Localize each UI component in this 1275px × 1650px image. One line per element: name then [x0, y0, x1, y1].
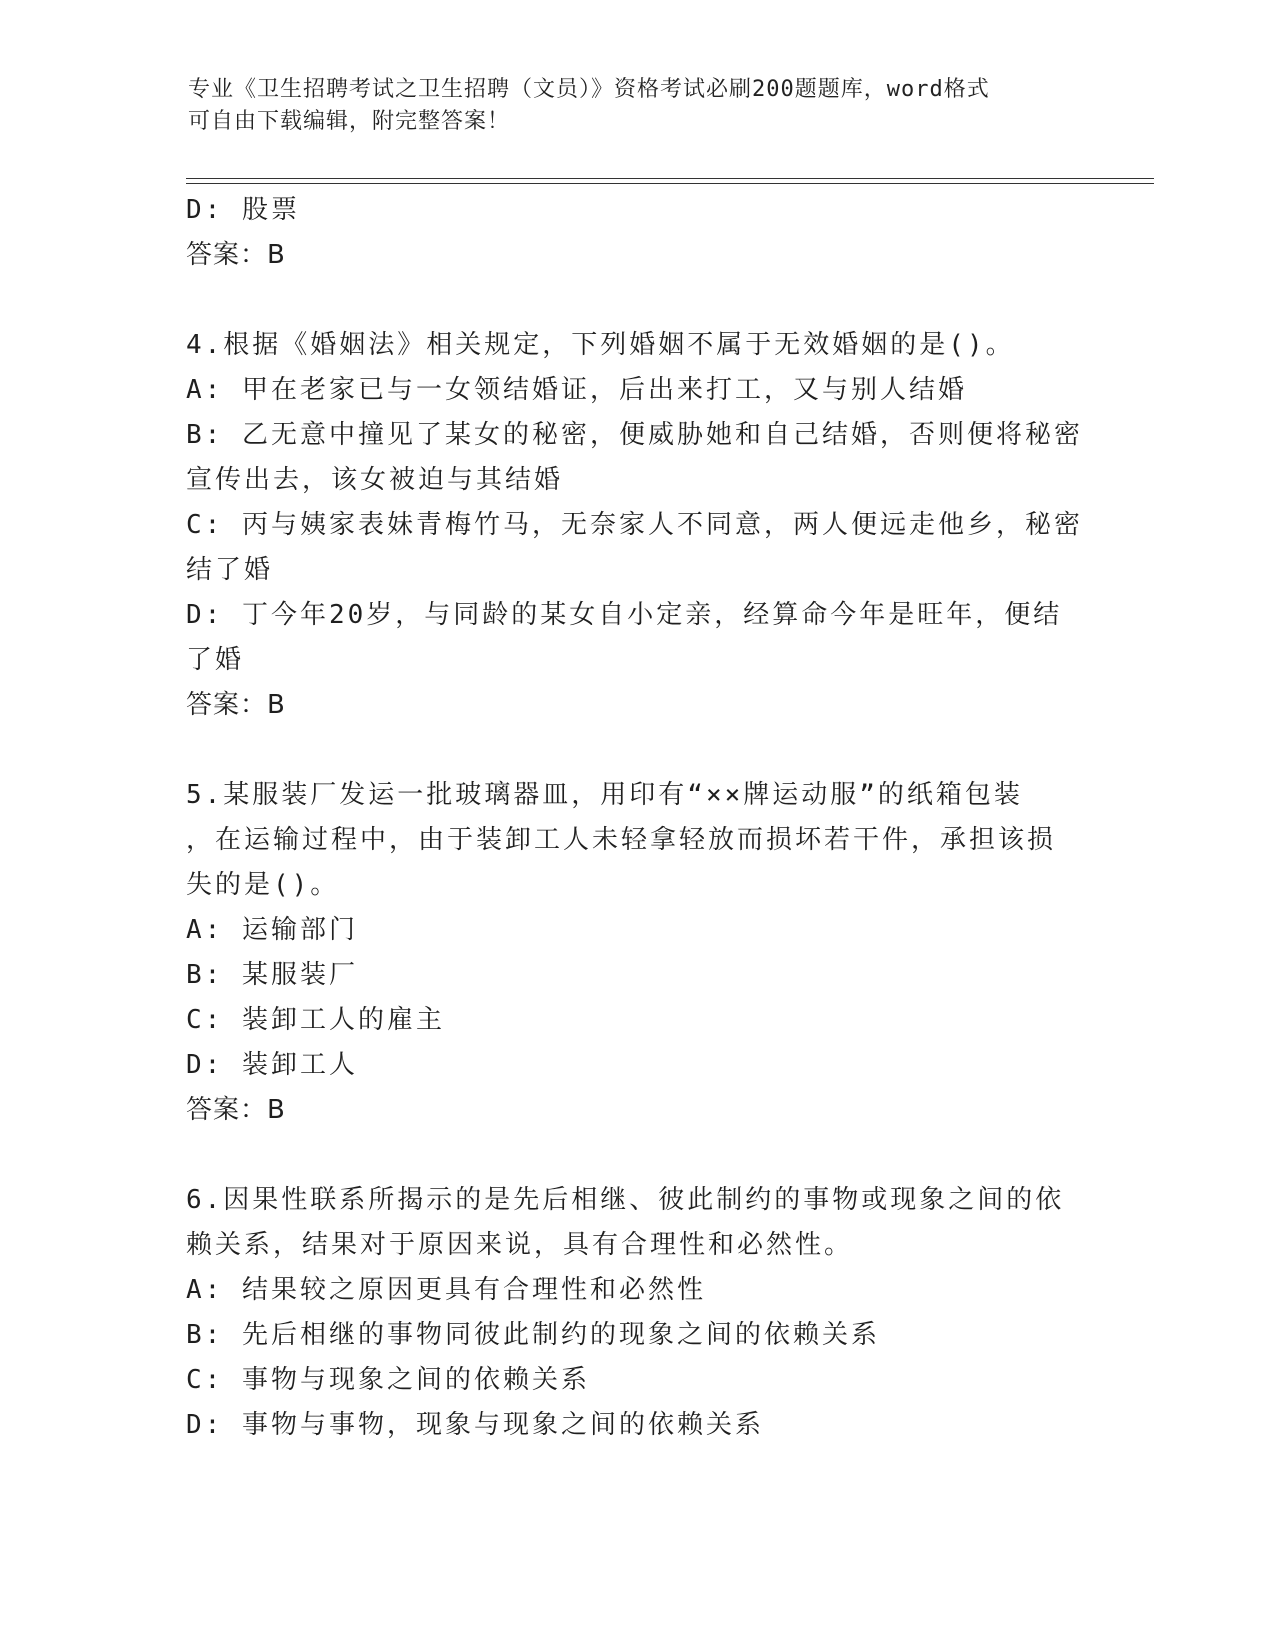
header-title-line-1: 专业《卫生招聘考试之卫生招聘（文员）》资格考试必刷200题题库，word格式	[188, 77, 990, 102]
q4-option-d: D: 丁今年20岁，与同龄的某女自小定亲，经算命今年是旺年，便结	[186, 600, 1063, 630]
q5-option-a: A: 运输部门	[186, 915, 358, 945]
q4-option-b: B: 乙无意中撞见了某女的秘密，便威胁她和自己结婚，否则便将秘密	[186, 420, 1083, 450]
spacer	[186, 278, 1086, 323]
q4-option-b-cont: 宣传出去，该女被迫与其结婚	[186, 465, 564, 495]
q5-answer: 答案：B	[186, 1095, 286, 1125]
question-4	[186, 323, 1086, 728]
q5-stem-cont: ，在运输过程中，由于装卸工人未轻拿轻放而损坏若干件，承担该损	[186, 825, 1057, 855]
q5-option-c: C: 装卸工人的雇主	[186, 1005, 445, 1035]
q6-option-c: C: 事物与现象之间的依赖关系	[186, 1365, 590, 1395]
q4-option-c-cont: 结了婚	[186, 555, 274, 585]
header-divider-top	[186, 178, 1154, 179]
q4-option-a: A: 甲在老家已与一女领结婚证，后出来打工，又与别人结婚	[186, 375, 967, 405]
q6-option-b: B: 先后相继的事物同彼此制约的现象之间的依赖关系	[186, 1320, 880, 1350]
q6-stem: 6.因果性联系所揭示的是先后相继、彼此制约的事物或现象之间的依	[186, 1185, 1065, 1215]
q4-option-c: C: 丙与姨家表妹青梅竹马，无奈家人不同意，两人便远走他乡，秘密	[186, 510, 1083, 540]
spacer	[186, 728, 1086, 773]
question-list	[186, 188, 1086, 1448]
q4-option-d-cont: 了婚	[186, 645, 245, 675]
q6-stem-cont: 赖关系，结果对于原因来说，具有合理性和必然性。	[186, 1230, 854, 1260]
q5-option-d: D: 装卸工人	[186, 1050, 358, 1080]
question-5	[186, 773, 1086, 1133]
question-6	[186, 1178, 1086, 1448]
q3-option-d: D: 股票	[186, 195, 300, 225]
q5-stem-cont-2: 失的是()。	[186, 870, 340, 900]
q5-stem: 5.某服装厂发运一批玻璃器皿，用印有“××牌运动服”的纸箱包装	[186, 780, 1023, 810]
q5-option-b: B: 某服装厂	[186, 960, 358, 990]
document-header	[188, 74, 1088, 138]
q3-answer: 答案：B	[186, 240, 286, 270]
header-title-line-2: 可自由下载编辑，附完整答案！	[188, 109, 511, 134]
header-divider-bottom	[186, 183, 1154, 184]
q4-stem: 4.根据《婚姻法》相关规定，下列婚姻不属于无效婚姻的是()。	[186, 330, 1015, 360]
q6-option-a: A: 结果较之原因更具有合理性和必然性	[186, 1275, 706, 1305]
q4-answer: 答案：B	[186, 690, 286, 720]
q6-option-d: D: 事物与事物，现象与现象之间的依赖关系	[186, 1410, 764, 1440]
spacer	[186, 1133, 1086, 1178]
